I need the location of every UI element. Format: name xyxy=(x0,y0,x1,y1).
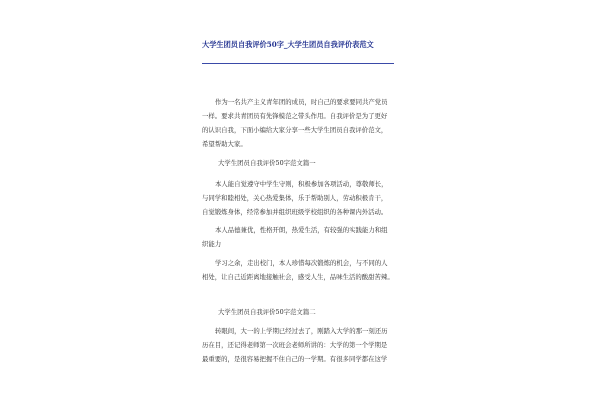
text-line: 转眼间，大一的上学期已经过去了，刚踏入大学的那一刻还历 xyxy=(215,327,388,335)
intro-paragraph xyxy=(202,95,402,151)
section-heading: 大学生团员自我评价50字范文篇一 xyxy=(218,159,316,167)
document-title: 大学生团员自我评价50字_大学生团员自我评价表范文 xyxy=(202,40,374,49)
text-line: 织能力 xyxy=(202,240,222,248)
title-divider xyxy=(202,63,394,64)
text-line: 本人品德兼优，性格开朗，热爱生活，有较强的实践能力和组 xyxy=(215,226,388,234)
section2-paragraph-1 xyxy=(202,324,402,366)
text-line: 与同学和睦相处，关心热爱集体，乐于帮助别人，劳动积极肯干， xyxy=(202,194,388,202)
text-line: 相处，让自己近距离地接触社会，感受人生，品味生活的酸甜苦辣。 xyxy=(202,273,394,281)
text-line: 的认识自我，下面小编给大家分享一些大学生团员自我评价范文， xyxy=(202,126,388,134)
section1-paragraph-3 xyxy=(202,256,402,284)
text-line: 希望帮助大家。 xyxy=(202,140,247,148)
text-line: 最重要的，是很容易把握不住自己的一学期。有很多同学都在这学 xyxy=(202,355,388,363)
text-line: 自觉锻炼身体，经常参加并组织班级学校组织的各种课内外活动。 xyxy=(202,208,388,216)
section1-paragraph-1 xyxy=(202,177,402,219)
section1-paragraph-2 xyxy=(202,223,402,251)
text-line: 学习之余，走出校门，本人珍惜每次锻炼的机会，与不同的人 xyxy=(215,259,388,267)
text-line: 历在目，还记得老师第一次班会老师所讲的：大学的第一个学期是 xyxy=(202,341,388,349)
section-heading: 大学生团员自我评价50字范文篇二 xyxy=(218,308,316,316)
text-line: 本人能自觉遵守中学生守则，积极参加各项活动，尊敬师长， xyxy=(215,180,388,188)
text-line: 作为一名共产主义青年团的成员，时自己的要求要同共产党员 xyxy=(215,98,388,106)
text-line: 一样。要求共青团员有先锋模范之带头作用。自我评价是为了更好 xyxy=(202,112,388,120)
